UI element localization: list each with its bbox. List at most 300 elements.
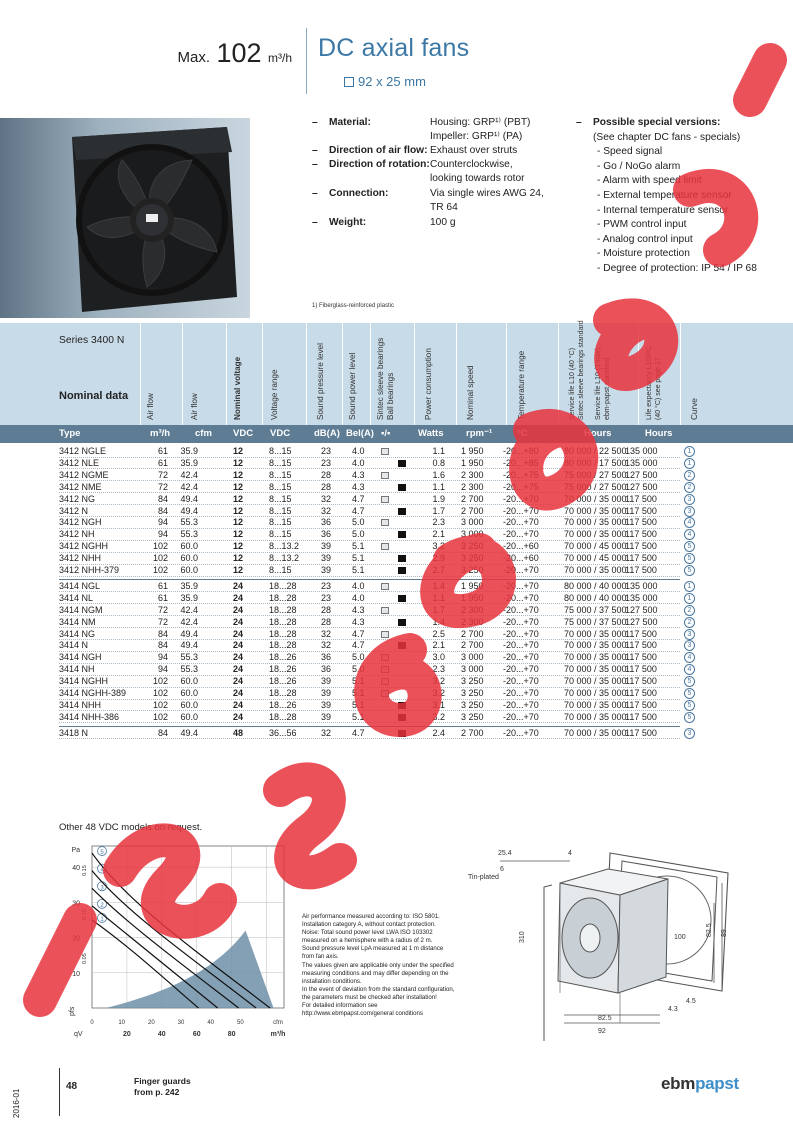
cell-watts: 3.0 bbox=[432, 652, 445, 663]
cell-life-expectancy: 117 500 bbox=[625, 493, 657, 504]
ball-bearing-icon bbox=[398, 555, 406, 562]
col-sleeve: Sintec sleeve bearings bbox=[376, 337, 385, 420]
cell-vdc: 12 bbox=[233, 565, 244, 575]
cell-type: 3414 NHH bbox=[59, 699, 102, 710]
cell-rpm: 2 700 bbox=[461, 727, 484, 738]
perf-note-line: Noise: Total sound power level LWA ISO 103302 bbox=[302, 929, 433, 937]
cell-range: 18...26 bbox=[269, 664, 297, 675]
cell-cfm: 55.3 bbox=[180, 529, 198, 540]
sleeve-bearing-icon bbox=[381, 607, 389, 614]
sleeve-bearing-icon bbox=[381, 448, 389, 455]
cell-vdc: 12 bbox=[233, 446, 244, 456]
cell-type: 3412 NGME bbox=[59, 469, 109, 480]
cell-type: 3414 NL bbox=[59, 592, 94, 603]
cell-type: 3412 NH bbox=[59, 529, 95, 540]
cell-watts: 3.2 bbox=[432, 688, 445, 698]
cell-rpm: 3 250 bbox=[461, 553, 484, 564]
cell-service-life: 70 000 / 35 000 bbox=[564, 628, 627, 639]
curve-number: 1 bbox=[684, 581, 695, 592]
ball-bearing-icon bbox=[398, 484, 406, 491]
curve-number: 5 bbox=[684, 676, 695, 687]
cell-bela: 5.1 bbox=[352, 711, 365, 722]
cell-temp: -20...+70 bbox=[503, 592, 539, 603]
cell-type: 3412 NHH bbox=[59, 553, 102, 564]
cell-m3h: 61 bbox=[157, 580, 168, 591]
table-row bbox=[59, 592, 692, 605]
cell-temp: -20...+70 bbox=[503, 711, 539, 722]
col-service1b: Sintec sleeve bearings standard bbox=[578, 320, 585, 420]
col-voltage-range: Voltage range bbox=[270, 369, 279, 420]
cell-m3h: 94 bbox=[157, 652, 168, 663]
ball-bearing-icon bbox=[398, 567, 406, 574]
cell-temp: -20...+70 bbox=[503, 580, 539, 591]
unit-dba: dB(A) bbox=[314, 428, 340, 439]
spec-airflow: – Direction of air flow: bbox=[312, 145, 428, 156]
cell-life-expectancy: 127 500 bbox=[625, 616, 658, 627]
dim-82-5: 82.5 bbox=[706, 923, 713, 937]
cell-range: 8...15 bbox=[269, 493, 292, 504]
cell-type: 3414 NG bbox=[59, 628, 96, 639]
col-separator bbox=[140, 323, 141, 425]
spec-material: – Material: bbox=[312, 117, 371, 128]
sleeve-bearing-icon bbox=[381, 583, 389, 590]
cell-vdc: 12 bbox=[233, 457, 244, 468]
curve-number: 5 bbox=[684, 712, 695, 723]
cell-vdc: 12 bbox=[233, 529, 244, 540]
cell-dba: 28 bbox=[321, 469, 332, 480]
cell-temp: -20...+70 bbox=[503, 517, 539, 528]
footnote: 1) Fiberglass-reinforced plastic bbox=[312, 303, 395, 309]
cell-watts: 3.2 bbox=[432, 676, 445, 687]
perf-note-line: the parameters must be checked after installation! bbox=[302, 993, 437, 1001]
cell-cfm: 55.3 bbox=[180, 652, 198, 663]
y-tick-pa: 40 bbox=[72, 865, 80, 873]
cell-range: 18...28 bbox=[269, 580, 297, 591]
col-service1: Service life L10 (40 °C) bbox=[569, 347, 576, 420]
cell-bela: 4.0 bbox=[352, 457, 365, 468]
curve-number: 4 bbox=[684, 517, 695, 528]
sleeve-bearing-icon bbox=[381, 472, 389, 479]
product-photo bbox=[0, 118, 250, 318]
cell-cfm: 42.4 bbox=[180, 604, 198, 615]
cell-range: 18...28 bbox=[269, 628, 297, 639]
cell-m3h: 84 bbox=[157, 727, 168, 738]
cell-service-life: 70 000 / 35 000 bbox=[564, 517, 627, 528]
cell-watts: 3.2 bbox=[432, 541, 445, 552]
ball-bearing-icon bbox=[398, 531, 406, 538]
cell-temp: -20...+80 bbox=[503, 446, 539, 456]
cell-dba: 39 bbox=[321, 711, 332, 722]
table-row bbox=[59, 640, 692, 652]
cell-range: 8...13.2 bbox=[269, 553, 300, 564]
cell-m3h: 61 bbox=[157, 592, 168, 603]
y-axis-label: pfs bbox=[69, 1006, 76, 1016]
cell-service-life: 75 000 / 37 500 bbox=[564, 604, 627, 615]
table-row bbox=[59, 481, 692, 494]
perf-note-line: In the event of deviation from the standard configuration, bbox=[302, 985, 455, 993]
ball-bearing-icon bbox=[398, 702, 406, 709]
col-sound-power: Sound power level bbox=[348, 352, 357, 420]
cell-rpm: 2 700 bbox=[461, 493, 484, 504]
cell-vdc: 12 bbox=[233, 505, 244, 516]
perf-note-line: measured on a hemisphere with a radius of 2 m. bbox=[302, 937, 433, 945]
curve-number: 3 bbox=[684, 728, 695, 739]
nominal-label: Nominal data bbox=[59, 390, 129, 402]
cell-life-expectancy: 117 500 bbox=[625, 517, 657, 528]
cell-service-life: 80 000 / 40 000 bbox=[564, 592, 627, 603]
cell-dba: 23 bbox=[321, 592, 332, 603]
cell-life-expectancy: 127 500 bbox=[625, 604, 658, 615]
cell-life-expectancy: 117 500 bbox=[625, 640, 657, 651]
cell-watts: 3.1 bbox=[432, 699, 445, 710]
curve-label-4: 4 bbox=[100, 867, 104, 874]
cell-m3h: 84 bbox=[157, 505, 168, 516]
cell-watts: 2.1 bbox=[432, 529, 445, 540]
dim-4-5: 4.5 bbox=[686, 998, 696, 1005]
spec-material-value2: Impeller: GRP¹⁾ (PA) bbox=[430, 131, 523, 142]
y-tick-inh2o: 0.15 bbox=[82, 865, 88, 876]
cell-range: 18...28 bbox=[269, 711, 297, 722]
cell-temp: -20...+70 bbox=[503, 604, 539, 615]
cell-service-life: 70 000 / 35 000 bbox=[564, 664, 627, 675]
cell-bela: 4.0 bbox=[352, 592, 365, 603]
cell-range: 8...15 bbox=[269, 505, 292, 516]
cell-type: 3412 N bbox=[59, 505, 89, 516]
cell-temp: -20...+70 bbox=[503, 616, 539, 627]
cell-m3h: 102 bbox=[152, 565, 168, 575]
cell-range: 8...15 bbox=[269, 469, 292, 480]
cell-dba: 32 bbox=[321, 493, 332, 504]
col-separator bbox=[306, 323, 307, 425]
cell-m3h: 61 bbox=[157, 457, 168, 468]
col-separator bbox=[262, 323, 263, 425]
perf-note-line: from fan axis. bbox=[302, 953, 339, 961]
cell-range: 18...28 bbox=[269, 640, 297, 651]
cell-temp: -20...+60 bbox=[503, 553, 539, 564]
table-row bbox=[59, 727, 692, 740]
cell-range: 18...28 bbox=[269, 592, 297, 603]
cell-m3h: 94 bbox=[157, 529, 168, 540]
cell-dba: 32 bbox=[321, 727, 332, 738]
cell-cfm: 60.0 bbox=[180, 541, 198, 552]
col-nominal-voltage: Nominal voltage bbox=[233, 356, 242, 420]
perf-note-line: The values given are applicable only under the specified bbox=[302, 961, 454, 969]
col-temp: Temperature range bbox=[517, 350, 526, 420]
cell-cfm: 35.9 bbox=[180, 446, 198, 456]
cell-rpm: 2 700 bbox=[461, 628, 484, 639]
cell-range: 18...26 bbox=[269, 676, 297, 687]
x-tick-cfm: 40 bbox=[207, 1020, 215, 1026]
cell-life-expectancy: 117 500 bbox=[625, 652, 657, 663]
table-note: Other 48 VDC models on request. bbox=[59, 822, 203, 833]
cell-dba: 39 bbox=[321, 676, 332, 687]
curve-number: 5 bbox=[684, 700, 695, 711]
cell-life-expectancy: 117 500 bbox=[625, 553, 657, 564]
cell-life-expectancy: 117 500 bbox=[625, 711, 657, 722]
footer-divider bbox=[59, 1068, 60, 1116]
cell-watts: 2.1 bbox=[432, 640, 445, 651]
size-label: 92 x 25 mm bbox=[358, 74, 426, 89]
cell-rpm: 1 950 bbox=[461, 457, 484, 468]
curve-number: 5 bbox=[684, 565, 695, 576]
cell-dba: 39 bbox=[321, 699, 332, 710]
unit-vdc: VDC bbox=[233, 428, 254, 439]
cell-dba: 23 bbox=[321, 457, 332, 468]
unit-bela: Bel(A) bbox=[346, 428, 374, 439]
cell-type: 3412 NG bbox=[59, 493, 96, 504]
col-service2b: ebm-papst standard bbox=[604, 357, 611, 420]
max-label: Max. bbox=[177, 49, 211, 66]
cell-bela: 4.0 bbox=[352, 580, 365, 591]
col-service2: Service life L10 (Tmax) bbox=[595, 348, 602, 420]
unit-hours: Hours bbox=[584, 428, 612, 439]
cell-bela: 5.0 bbox=[352, 529, 365, 540]
cell-type: 3412 NGLE bbox=[59, 446, 107, 456]
unit-type: Type bbox=[59, 428, 81, 439]
cell-dba: 28 bbox=[321, 481, 332, 492]
unit-cfm: cfm bbox=[195, 428, 212, 439]
cell-dba: 36 bbox=[321, 529, 332, 540]
dim-92: 92 bbox=[598, 1028, 606, 1035]
sleeve-bearing-icon bbox=[381, 690, 389, 697]
curve-number: 5 bbox=[684, 688, 695, 699]
cell-rpm: 1 950 bbox=[461, 592, 484, 603]
brand-part2: papst bbox=[695, 1074, 739, 1093]
curve-label-3: 3 bbox=[100, 885, 104, 892]
curve-number: 5 bbox=[684, 553, 695, 564]
unit-m3h: m³/h bbox=[150, 428, 171, 439]
x-tick-m3h: 60 bbox=[192, 1031, 201, 1038]
cell-dba: 28 bbox=[321, 604, 332, 615]
cell-watts: 1.9 bbox=[432, 493, 445, 504]
cell-dba: 32 bbox=[321, 505, 332, 516]
cell-dba: 28 bbox=[321, 616, 332, 627]
cell-type: 3412 NHH-379 bbox=[59, 565, 120, 575]
cell-watts: 2.4 bbox=[432, 727, 445, 738]
cell-temp: -20...+70 bbox=[503, 565, 539, 575]
curve-number: 3 bbox=[684, 629, 695, 640]
cell-bela: 4.3 bbox=[352, 604, 365, 615]
cell-vdc: 12 bbox=[233, 517, 244, 528]
cell-range: 18...26 bbox=[269, 699, 297, 710]
col-ball: Ball bearings bbox=[386, 372, 395, 420]
cell-temp: -20...+70 bbox=[503, 676, 539, 687]
cell-m3h: 102 bbox=[152, 553, 168, 564]
cell-m3h: 84 bbox=[157, 640, 168, 651]
cell-watts: 1.6 bbox=[432, 469, 445, 480]
curve-number: 1 bbox=[684, 593, 695, 604]
cell-service-life: 70 000 / 35 000 bbox=[564, 676, 627, 687]
cell-service-life: 70 000 / 35 000 bbox=[564, 529, 627, 540]
sleeve-bearing-icon bbox=[381, 678, 389, 685]
sleeve-bearing-icon bbox=[381, 543, 389, 550]
spec-weight: – Weight: bbox=[312, 217, 367, 228]
cell-vdc: 12 bbox=[233, 493, 244, 504]
table-row bbox=[59, 664, 692, 676]
curve-number: 4 bbox=[684, 664, 695, 675]
x-tick-cfm: 20 bbox=[148, 1020, 155, 1026]
cell-m3h: 94 bbox=[157, 664, 168, 675]
spec-connection-value2: TR 64 bbox=[430, 202, 458, 213]
y-tick-inh2o: 0.05 bbox=[82, 953, 88, 964]
cell-bela: 4.7 bbox=[352, 727, 365, 738]
cell-type: 3412 NGH bbox=[59, 517, 102, 528]
cell-cfm: 49.4 bbox=[180, 640, 198, 651]
cell-bela: 4.7 bbox=[352, 628, 365, 639]
cell-vdc: 24 bbox=[233, 616, 244, 627]
cell-service-life: 70 000 / 35 000 bbox=[564, 505, 627, 516]
cell-rpm: 3 000 bbox=[461, 529, 484, 540]
cell-m3h: 102 bbox=[152, 676, 168, 687]
cell-dba: 36 bbox=[321, 517, 332, 528]
cell-type: 3414 NGHH-389 bbox=[59, 688, 127, 698]
dimension-drawing bbox=[460, 843, 735, 1043]
cell-type: 3412 NME bbox=[59, 481, 102, 492]
cell-m3h: 102 bbox=[152, 688, 168, 698]
cell-watts: 1.4 bbox=[432, 616, 445, 627]
cell-bela: 4.7 bbox=[352, 493, 365, 504]
cell-m3h: 72 bbox=[157, 469, 168, 480]
cell-temp: -20...+70 bbox=[503, 664, 539, 675]
table-row bbox=[59, 604, 692, 617]
cell-watts: 1.4 bbox=[432, 580, 445, 591]
cell-vdc: 24 bbox=[233, 628, 244, 639]
cell-service-life: 70 000 / 35 000 bbox=[564, 699, 627, 710]
cell-temp: -20...+70 bbox=[503, 688, 539, 698]
cell-bela: 4.7 bbox=[352, 640, 365, 651]
max-unit: m³/h bbox=[268, 51, 292, 65]
col-life2: (40 °C) see page 17 bbox=[655, 357, 662, 420]
spec-weight-value: 100 g bbox=[430, 217, 456, 228]
cell-temp: -20...+85 bbox=[503, 457, 539, 468]
sleeve-bearing-icon bbox=[381, 654, 389, 661]
unit-hours2: Hours bbox=[645, 428, 673, 439]
cell-rpm: 2 300 bbox=[461, 481, 484, 492]
table-row bbox=[59, 711, 692, 724]
cell-bela: 4.3 bbox=[352, 469, 365, 480]
cell-cfm: 49.4 bbox=[180, 628, 198, 639]
header-divider bbox=[306, 28, 307, 94]
cell-bela: 5.1 bbox=[352, 541, 365, 552]
cell-rpm: 3 250 bbox=[461, 699, 484, 710]
cell-type: 3414 NM bbox=[59, 616, 96, 627]
cell-rpm: 1 950 bbox=[461, 580, 484, 591]
col-separator bbox=[342, 323, 343, 425]
table-row bbox=[59, 505, 692, 518]
y-tick-pa: 20 bbox=[72, 935, 80, 943]
cell-m3h: 102 bbox=[152, 699, 168, 710]
cell-service-life: 80 000 / 22 500 bbox=[564, 446, 627, 456]
cell-type: 3412 NGHH bbox=[59, 541, 109, 552]
x-axis-label: qV bbox=[74, 1031, 83, 1038]
cell-dba: 32 bbox=[321, 628, 332, 639]
cell-m3h: 72 bbox=[157, 481, 168, 492]
cell-bela: 5.1 bbox=[352, 553, 365, 564]
y-tick-pa: 10 bbox=[72, 970, 80, 978]
cell-vdc: 12 bbox=[233, 541, 244, 552]
cell-vdc: 12 bbox=[233, 553, 244, 564]
special-subtitle: (See chapter DC fans - specials) bbox=[593, 131, 741, 143]
cell-service-life: 75 000 / 27 500 bbox=[564, 481, 627, 492]
cell-range: 8...15 bbox=[269, 457, 292, 468]
performance-chart bbox=[52, 838, 294, 1044]
perf-note-line: Installation category A, without contact protection. bbox=[302, 921, 436, 929]
y-tick-pa: 30 bbox=[72, 900, 80, 908]
cell-range: 18...28 bbox=[269, 616, 297, 627]
cell-dba: 32 bbox=[321, 640, 332, 651]
dim-4-3: 4.3 bbox=[668, 1006, 678, 1013]
table-row bbox=[59, 699, 692, 712]
table-row bbox=[59, 688, 692, 700]
dim-89: 89 bbox=[721, 929, 728, 937]
cell-bela: 5.1 bbox=[352, 699, 365, 710]
cell-service-life: 70 000 / 35 000 bbox=[564, 711, 627, 722]
page-title: DC axial fans bbox=[318, 34, 470, 62]
cell-bela: 5.1 bbox=[352, 688, 365, 698]
cell-cfm: 49.4 bbox=[180, 505, 198, 516]
cell-vdc: 12 bbox=[233, 481, 244, 492]
y-tick-inh2o: 0.10 bbox=[82, 909, 88, 920]
cell-range: 8...15 bbox=[269, 517, 292, 528]
brand-part1: ebm bbox=[661, 1074, 696, 1093]
cell-cfm: 60.0 bbox=[180, 711, 198, 722]
cell-watts: 2.3 bbox=[432, 664, 445, 675]
col-separator bbox=[414, 323, 415, 425]
cell-vdc: 24 bbox=[233, 699, 244, 710]
cell-type: 3414 NHH-386 bbox=[59, 711, 120, 722]
col-separator bbox=[370, 323, 371, 425]
cell-cfm: 35.9 bbox=[180, 592, 198, 603]
ball-bearing-icon bbox=[398, 619, 406, 626]
cell-temp: -20...+70 bbox=[503, 493, 539, 504]
unit-watts: Watts bbox=[418, 428, 444, 439]
table-row bbox=[59, 553, 692, 565]
x-tick-m3h: m³/h bbox=[270, 1031, 286, 1038]
table-row bbox=[59, 493, 692, 506]
perf-note-line: Air performance measured according to: ISO 5801. bbox=[302, 913, 440, 920]
cell-temp: -20...+70 bbox=[503, 699, 539, 710]
cell-type: 3414 NGM bbox=[59, 604, 103, 615]
dim-310: 310 bbox=[519, 931, 526, 943]
cell-bela: 4.0 bbox=[352, 446, 365, 456]
tin-plated-label: Tin-plated bbox=[468, 874, 499, 881]
curve-number: 4 bbox=[684, 529, 695, 540]
cell-vdc: 24 bbox=[233, 664, 244, 675]
special-item: - Analog control input bbox=[597, 233, 693, 245]
cell-m3h: 72 bbox=[157, 616, 168, 627]
spec-rotation-value2: looking towards rotor bbox=[430, 173, 525, 184]
finger-guards-ref bbox=[134, 1076, 191, 1098]
cell-temp: -20...+70 bbox=[503, 652, 539, 663]
cell-temp: -20...+70 bbox=[503, 727, 539, 738]
curve-number: 4 bbox=[684, 652, 695, 663]
units-bar bbox=[0, 425, 793, 443]
cell-life-expectancy: 117 500 bbox=[625, 688, 657, 698]
cell-vdc: 24 bbox=[233, 580, 244, 591]
cell-cfm: 49.4 bbox=[180, 727, 198, 738]
cell-rpm: 2 300 bbox=[461, 604, 484, 615]
table-row bbox=[59, 469, 692, 482]
cell-watts: 1.7 bbox=[432, 505, 445, 516]
cell-cfm: 60.0 bbox=[180, 676, 198, 687]
cell-life-expectancy: 117 500 bbox=[625, 664, 657, 675]
col-life: Life expectancy L10IPC bbox=[646, 346, 653, 420]
cell-range: 36...56 bbox=[269, 727, 297, 738]
cell-cfm: 35.9 bbox=[180, 457, 198, 468]
cell-cfm: 35.9 bbox=[180, 580, 198, 591]
cell-temp: -20...+70 bbox=[503, 640, 539, 651]
cell-life-expectancy: 117 500 bbox=[625, 565, 657, 575]
